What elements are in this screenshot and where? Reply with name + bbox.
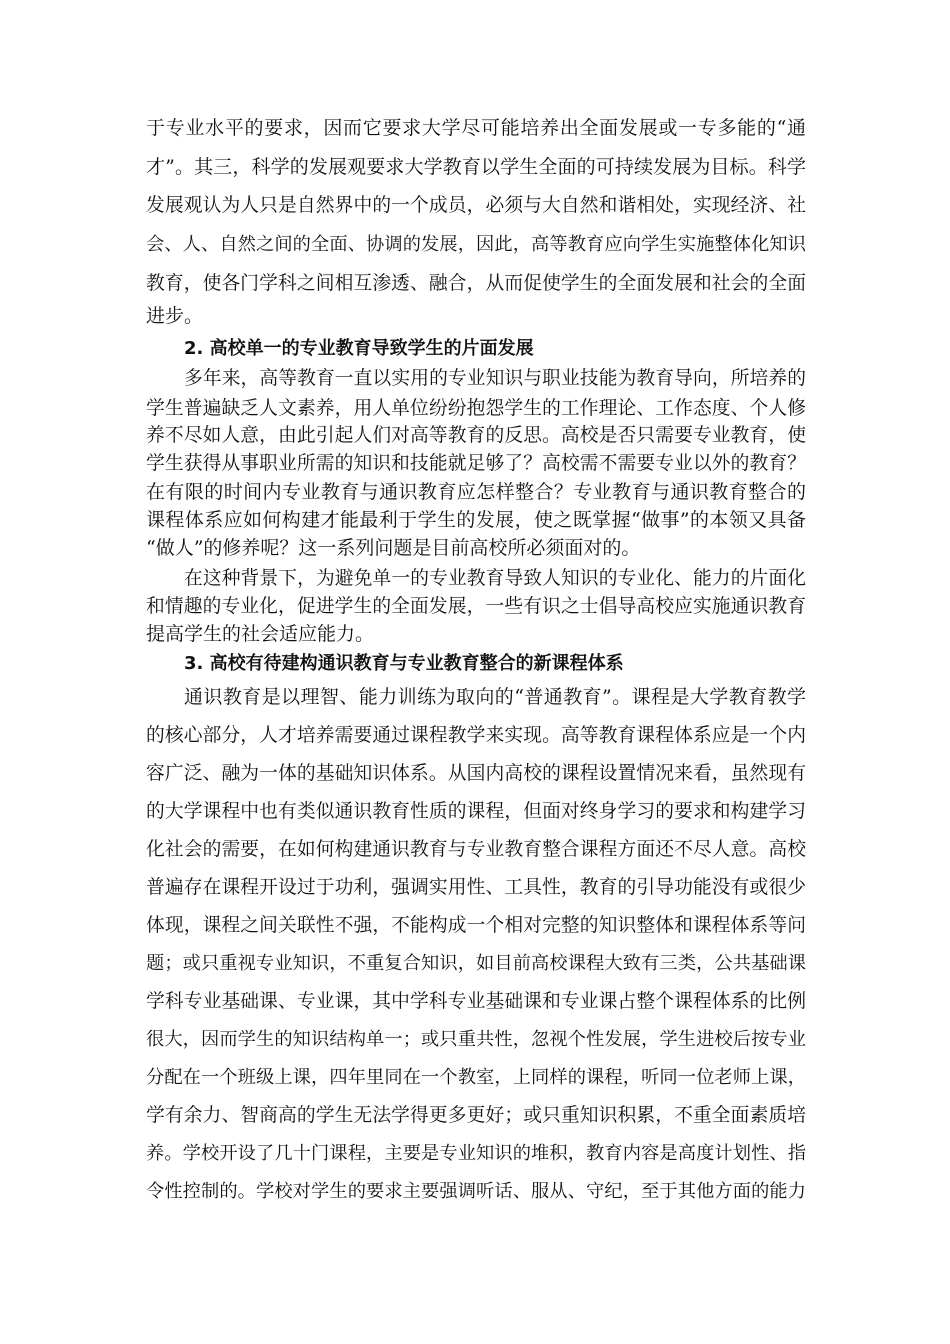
text-line: 令性控制的。学校对学生的要求主要强调听话、服从、守纪，至于其他方面的能力 [146,1181,806,1202]
text-line: 于专业水平的要求，因而它要求大学尽可能培养出全面发展或一专多能的“通 [146,117,806,139]
text-line: 进步。 [146,305,204,327]
text-line: 很大，因而学生的知识结构单一；或只重共性，忽视个性发展，学生进校后按专业 [146,1029,806,1050]
text-line: 养。学校开设了几十门课程，主要是专业知识的堆积，教育内容是高度计划性、指 [146,1143,806,1164]
text-line: 体现，课程之间关联性不强，不能构成一个相对完整的知识整体和课程体系等问 [146,915,806,936]
text-line: “做人”的修养呢？这一系列问题是目前高校所必须面对的。 [146,537,641,559]
text-line: 提高学生的社会适应能力。 [146,623,375,645]
text-line: 的核心部分，人才培养需要通过课程教学来实现。高等教育课程体系应是一个内 [146,725,806,746]
text-line: 才”。其三，科学的发展观要求大学教育以学生全面的可持续发展为目标。科学 [146,156,806,178]
text-line: 分配在一个班级上课，四年里同在一个教室，上同样的课程，听同一位老师上课， [146,1067,806,1088]
text-line: 在这种背景下，为避免单一的专业教育导致人知识的专业化、能力的片面化 [184,568,806,589]
text-line: 在有限的时间内专业教育与通识教育应怎样整合？专业教育与通识教育整合的 [146,481,806,503]
text-line: 的大学课程中也有类似通识教育性质的课程，但面对终身学习的要求和构建学习 [146,801,806,822]
text-line: 会、人、自然之间的全面、协调的发展，因此，高等教育应向学生实施整体化知识 [146,234,806,255]
section-heading-2: 2. 高校单一的专业教育导致学生的片面发展 [184,338,534,359]
text-line: 化社会的需要，在如何构建通识教育与专业教育整合课程方面还不尽人意。高校 [146,839,806,860]
text-line: 学生普遍缺乏人文素养，用人单位纷纷抱怨学生的工作理论、工作态度、个人修 [146,398,806,419]
text-line: 普遍存在课程开设过于功利，强调实用性、工具性，教育的引导功能没有或很少 [146,877,806,898]
text-line: 学生获得从事职业所需的知识和技能就足够了？高校需不需要专业以外的教育？ [146,453,806,474]
text-line: 容广泛、融为一体的基础知识体系。从国内高校的课程设置情况来看，虽然现有 [146,763,806,784]
text-line: 题；或只重视专业知识，不重复合知识，如目前高校课程大致有三类，公共基础课 [146,953,806,974]
text-line: 课程体系应如何构建才能最利于学生的发展，使之既掌握“做事”的本领又具备 [146,509,806,531]
text-line: 学有余力、智商高的学生无法学得更多更好；或只重知识积累，不重全面素质培 [146,1105,806,1126]
text-line: 教育，使各门学科之间相互渗透、融合，从而促使学生的全面发展和社会的全面 [146,273,806,294]
section-heading-3: 3. 高校有待建构通识教育与专业教育整合的新课程体系 [184,653,624,674]
text-line: 学科专业基础课、专业课，其中学科专业基础课和专业课占整个课程体系的比例 [146,991,806,1012]
text-line: 养不尽如人意，由此引起人们对高等教育的反思。高校是否只需要专业教育，使 [146,425,806,446]
text-line: 和情趣的专业化，促进学生的全面发展，一些有识之士倡导高校应实施通识教育 [146,596,806,617]
text-line: 发展观认为人只是自然界中的一个成员，必须与大自然和谐相处，实现经济、社 [146,195,806,216]
text-line: 通识教育是以理智、能力训练为取向的“普通教育”。课程是大学教育教学 [184,686,806,708]
text-line: 多年来，高等教育一直以实用的专业知识与职业技能为教育导向，所培养的 [184,368,806,389]
